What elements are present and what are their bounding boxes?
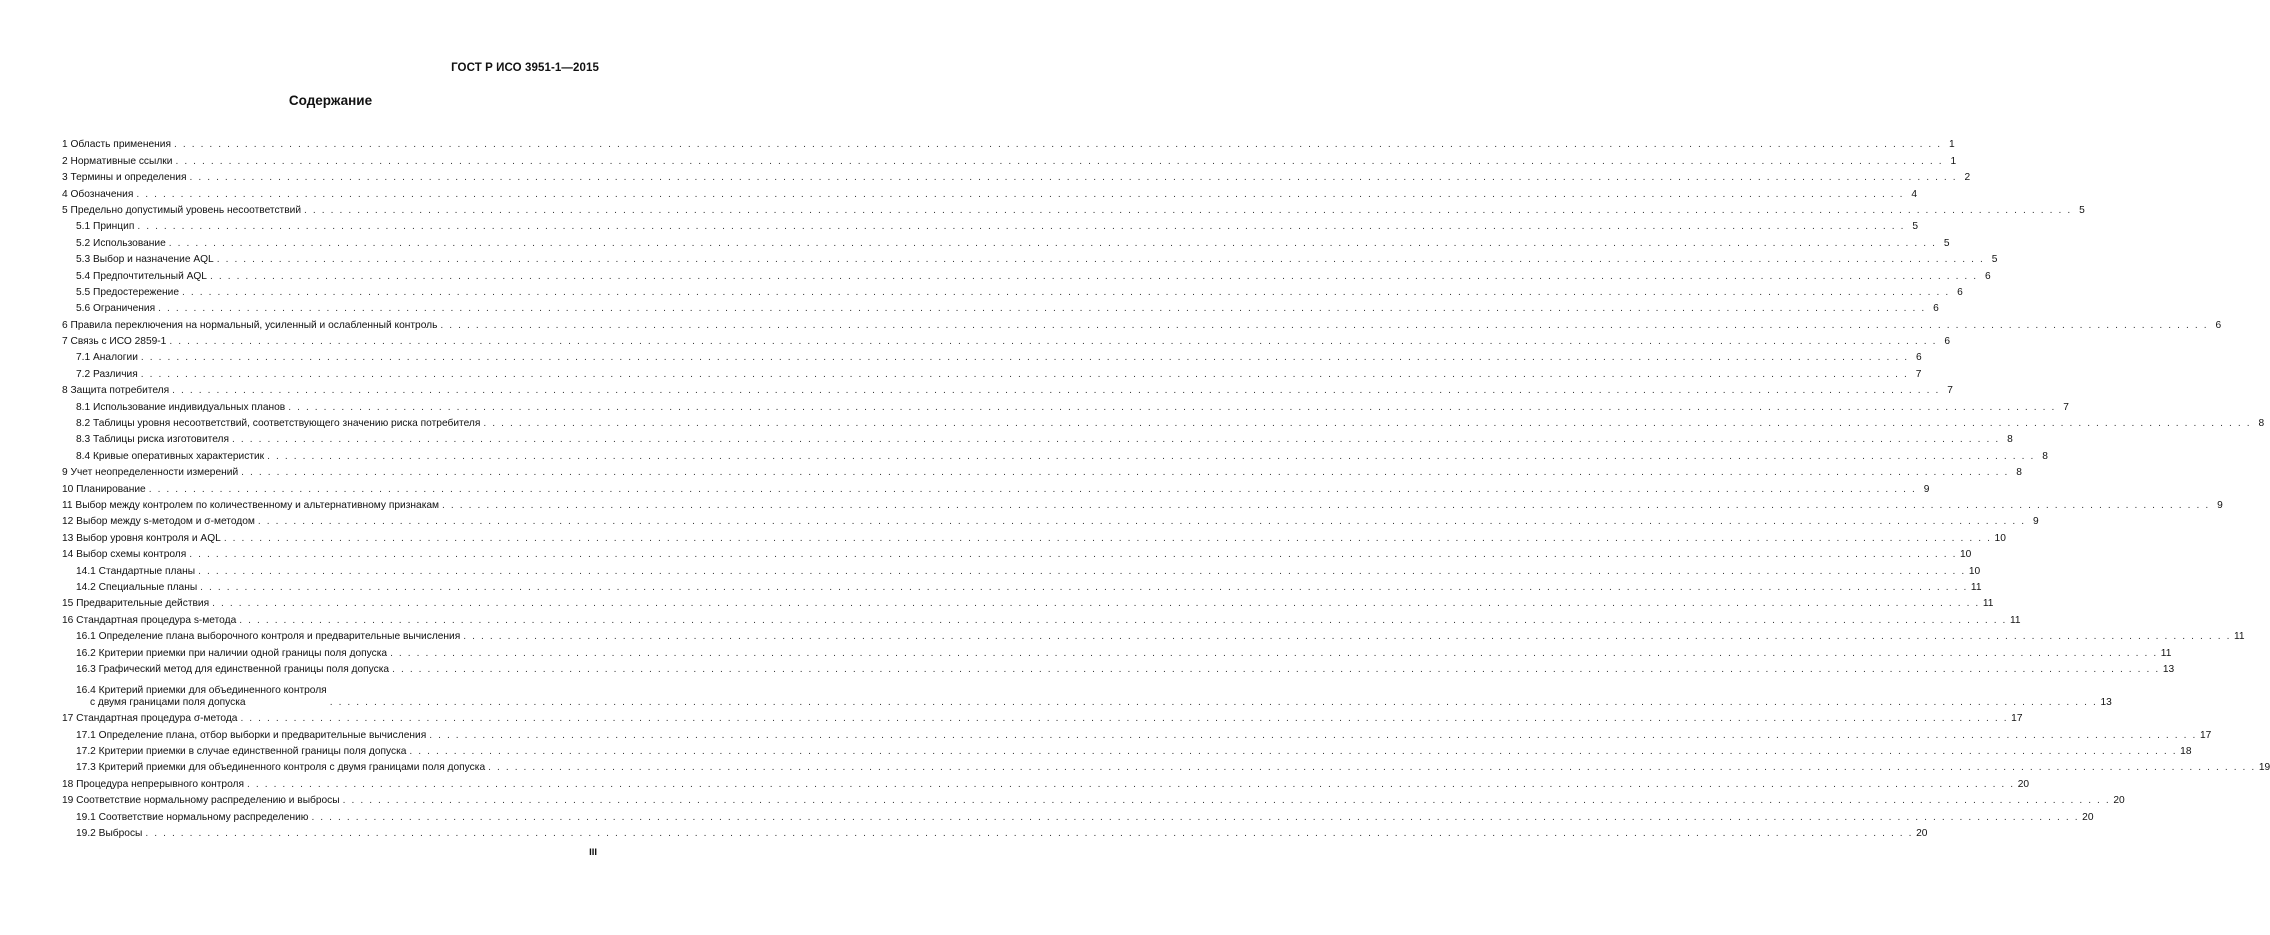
toc-leader-dots: . . . . . . . . . . . . . . . . . . . . . . . . . . . . . . . . . . . . . . . . . . . . . . . . . . . . . . . . . . . . . . . . . . . . . . . . . . . . . . . . . . . . . . . . . . . . . . . . . . . . . . . . . . . . . . . . . . . . . . . . . . . . . . . . . . . . . . . . . . . . . . . . . . . . . . . . . . . . . . . . . . . . . . . . . . . . . . . . . . . . . . . . . . . . . . . . . . . . . . . . <box>172 385 1940 397</box>
toc-entry-label <box>76 582 197 594</box>
toc-entry-label <box>62 795 340 807</box>
toc-entry-title: 4 Обозначения <box>62 188 134 200</box>
toc-entry-label <box>76 762 485 774</box>
toc-entry-title: 15 Предварительные действия <box>62 598 210 610</box>
toc-leader-dots: . . . . . . . . . . . . . . . . . . . . . . . . . . . . . . . . . . . . . . . . . . . . . . . . . . . . . . . . . . . . . . . . . . . . . . . . . . . . . . . . . . . . . . . . . . . . . . . . . . . . . . . . . . . . . . . . . . . . . . . . . . . . . . . . . . . . . . . . . . . . . . . . . . . . . . . . . . . . . . . . . . . . . . . . . . . . . . . . . . . . . . . . . . . . . . . . . . . . . . . . <box>209 270 1978 282</box>
toc-entry-label <box>62 172 186 184</box>
toc-entry-page: 20 <box>2017 778 2030 790</box>
toc-entry-page: 6 <box>1944 336 1951 348</box>
toc-entry-label <box>62 205 301 217</box>
toc-entry-title: 8.4 Кривые оперативных характеристик <box>76 450 265 462</box>
toc-entry[interactable] <box>62 168 1971 184</box>
toc-entry[interactable] <box>62 594 1994 610</box>
toc-entry-page: 7 <box>1915 368 1922 380</box>
toc-entry-title: 19 Соответствие нормальному распределению и выбросы <box>62 795 340 807</box>
toc-entry-page: 11 <box>2234 631 2245 643</box>
toc-entry-title: 16.2 Критерии приемки при наличии одной границы поля допуска <box>76 647 388 659</box>
toc-entry-title: 5.3 Выбор и назначение AQL <box>76 254 214 266</box>
toc-entry[interactable] <box>62 348 1922 364</box>
toc-entry[interactable] <box>62 709 2023 725</box>
toc-entry-label <box>62 615 236 627</box>
toc-entry-title: 8.2 Таблицы уровня несоответствий, соответствующего значению риска потребителя <box>76 418 481 430</box>
toc-entry[interactable] <box>62 660 2175 676</box>
toc-entry-label <box>62 533 221 545</box>
table-of-contents <box>62 135 2270 840</box>
toc-entry-page: 5 <box>1943 237 1950 249</box>
toc-entry[interactable] <box>62 397 2069 413</box>
toc-entry-page: 1 <box>1949 139 1955 151</box>
toc-entry[interactable] <box>62 332 1951 348</box>
toc-entry[interactable] <box>62 545 1972 561</box>
toc-entry-title: 14.1 Стандартные планы <box>76 565 196 577</box>
toc-entry-label <box>76 648 387 660</box>
toc-leader-dots: . . . . . . . . . . . . . . . . . . . . . . . . . . . . . . . . . . . . . . . . . . . . . . . . . . . . . . . . . . . . . . . . . . . . . . . . . . . . . . . . . . . . . . . . . . . . . . . . . . . . . . . . . . . . . . . . . . . . . . . . . . . . . . . . . . . . . . . . . . . . . . . . . . . . . . . . . . . . . . . . . . . . . . . . . . . . . . . . . . . . . . . . . . . . . . . . . . . . . . . . <box>173 139 1942 151</box>
toc-leader-dots: . . . . . . . . . . . . . . . . . . . . . . . . . . . . . . . . . . . . . . . . . . . . . . . . . . . . . . . . . . . . . . . . . . . . . . . . . . . . . . . . . . . . . . . . . . . . . . . . . . . . . . . . . . . . . . . . . . . . . . . . . . . . . . . . . . . . . . . . . . . . . . . . . . . . . . . . . . . . . . . . . . . . . . . . . . . . . . . . . . . . . . . . . . . . . . . . . . . . . . . . <box>169 336 1938 348</box>
toc-leader-dots: . . . . . . . . . . . . . . . . . . . . . . . . . . . . . . . . . . . . . . . . . . . . . . . . . . . . . . . . . . . . . . . . . . . . . . . . . . . . . . . . . . . . . . . . . . . . . . . . . . . . . . . . . . . . . . . . . . . . . . . . . . . . . . . . . . . . . . . . . . . . . . . . . . . . . . . . . . . . . . . . . . . . . . . . . . . . . . . . . . . . . . . . . . . . . . . . . . . . . . . . <box>257 516 2026 528</box>
toc-entry[interactable] <box>62 824 1928 840</box>
toc-entry[interactable] <box>62 151 1957 167</box>
page-number: III <box>589 847 597 858</box>
toc-entry-title: 5.5 Предостережение <box>76 286 180 298</box>
toc-entry-label <box>76 812 308 824</box>
toc-entry-page: 7 <box>1947 385 1953 397</box>
toc-entry-page: 20 <box>1916 828 1928 840</box>
toc-entry-title: 16 Стандартная процедура s-метода <box>62 614 237 626</box>
toc-leader-dots: . . . . . . . . . . . . . . . . . . . . . . . . . . . . . . . . . . . . . . . . . . . . . . . . . . . . . . . . . . . . . . . . . . . . . . . . . . . . . . . . . . . . . . . . . . . . . . . . . . . . . . . . . . . . . . . . . . . . . . . . . . . . . . . . . . . . . . . . . . . . . . . . . . . . . . . . . . . . . . . . . . . . . . . . . . . . . . . . . . . . . . . . . . . . . . . . . . . . . . . . <box>311 811 2080 823</box>
toc-entry[interactable] <box>62 250 1998 266</box>
toc-entry-page: 20 <box>2113 795 2125 807</box>
toc-leader-dots: . . . . . . . . . . . . . . . . . . . . . . . . . . . . . . . . . . . . . . . . . . . . . . . . . . . . . . . . . . . . . . . . . . . . . . . . . . . . . . . . . . . . . . . . . . . . . . . . . . . . . . . . . . . . . . . . . . . . . . . . . . . . . . . . . . . . . . . . . . . . . . . . . . . . . . . . . . . . . . . . . . . . . . . . . . . . . . . . . . . . . . . . . . . . . . . . . . . . . . . . <box>463 631 2231 643</box>
toc-entry-page: 5 <box>2079 204 2085 216</box>
toc-leader-dots: . . . . . . . . . . . . . . . . . . . . . . . . . . . . . . . . . . . . . . . . . . . . . . . . . . . . . . . . . . . . . . . . . . . . . . . . . . . . . . . . . . . . . . . . . . . . . . . . . . . . . . . . . . . . . . . . . . . . . . . . . . . . . . . . . . . . . . . . . . . . . . . . . . . . . . . . . . . . . . . . . . . . . . . . . . . . . . . . . . . . . . . . . . . . . . . . . . . . . . . . <box>137 221 1906 233</box>
toc-entry-page: 11 <box>2160 647 2172 659</box>
toc-entry[interactable] <box>62 479 1930 495</box>
toc-entry-page: 17 <box>2199 729 2212 741</box>
toc-leader-dots: . . . . . . . . . . . . . . . . . . . . . . . . . . . . . . . . . . . . . . . . . . . . . . . . . . . . . . . . . . . . . . . . . . . . . . . . . . . . . . . . . . . . . . . . . . . . . . . . . . . . . . . . . . . . . . . . . . . . . . . . . . . . . . . . . . . . . . . . . . . . . . . . . . . . . . . . . . . . . . . . . . . . . . . . . . . . . . . . . . . . . . . . . . . . . . . . . . . . . . . . <box>140 368 1909 380</box>
toc-entry-page: 10 <box>1994 532 2006 544</box>
toc-entry[interactable] <box>62 807 2094 823</box>
toc-leader-dots: . . . . . . . . . . . . . . . . . . . . . . . . . . . . . . . . . . . . . . . . . . . . . . . . . . . . . . . . . . . . . . . . . . . . . . . . . . . . . . . . . . . . . . . . . . . . . . . . . . . . . . . . . . . . . . . . . . . . . . . . . . . . . . . . . . . . . . . . . . . . . . . . . . . . . . . . . . . . . . . . . . . . . . . . . . . . . . . . . . . . . . . . . . . . . . . . . . . . . . . . <box>488 762 2256 774</box>
toc-entry[interactable] <box>62 528 2006 544</box>
toc-entry[interactable] <box>62 414 2265 430</box>
toc-entry-title: 19.2 Выбросы <box>76 828 143 840</box>
toc-entry[interactable] <box>62 774 2030 790</box>
toc-entry-label <box>76 685 327 709</box>
toc-leader-dots: . . . . . . . . . . . . . . . . . . . . . . . . . . . . . . . . . . . . . . . . . . . . . . . . . . . . . . . . . . . . . . . . . . . . . . . . . . . . . . . . . . . . . . . . . . . . . . . . . . . . . . . . . . . . . . . . . . . . . . . . . . . . . . . . . . . . . . . . . . . . . . . . . . . . . . . . . . . . . . . . . . . . . . . . . . . . . . . . . . . . . . . . . . . . . . . . . . . . . . . . <box>189 549 1958 561</box>
toc-entry-title: 16.3 Графический метод для единственной границы поля допуска <box>76 663 390 675</box>
toc-leader-dots: . . . . . . . . . . . . . . . . . . . . . . . . . . . . . . . . . . . . . . . . . . . . . . . . . . . . . . . . . . . . . . . . . . . . . . . . . . . . . . . . . . . . . . . . . . . . . . . . . . . . . . . . . . . . . . . . . . . . . . . . . . . . . . . . . . . . . . . . . . . . . . . . . . . . . . . . . . . . . . . . . . . . . . . . . . . . . . . . . . . . . . . . . . . . . . . . . . . . . . . . <box>288 401 2056 413</box>
toc-entry-label <box>62 139 171 151</box>
toc-entry-page: 2 <box>1964 172 1971 184</box>
toc-leader-dots: . . . . . . . . . . . . . . . . . . . . . . . . . . . . . . . . . . . . . . . . . . . . . . . . . . . . . . . . . . . . . . . . . . . . . . . . . . . . . . . . . . . . . . . . . . . . . . . . . . . . . . . . . . . . . . . . . . . . . . . . . . . . . . . . . . . . . . . . . . . . . . . . . . . . . . . . . . . . . . . . . . . . . . . . . . . . . . . . . . . . . . . . . . . . . . . . . . . . . . . . <box>429 729 2197 741</box>
toc-entry-title: 18 Процедура непрерывного контроля <box>62 778 244 790</box>
toc-entry[interactable] <box>62 217 1919 233</box>
toc-entry-label <box>62 320 437 332</box>
toc-entry-title: 5.6 Ограничения <box>76 303 156 315</box>
toc-entry-page: 9 <box>1923 483 1930 495</box>
toc-entry-label <box>76 254 214 266</box>
toc-entry[interactable] <box>62 578 1982 594</box>
toc-entry[interactable] <box>62 184 1918 200</box>
toc-entry-label <box>76 402 285 414</box>
toc-entry-title: 5.4 Предпочтительный AQL <box>76 270 207 282</box>
toc-entry[interactable] <box>62 381 1953 397</box>
toc-entry[interactable] <box>62 315 2222 331</box>
toc-entry-title: 14.2 Специальные планы <box>76 581 198 593</box>
toc-entry-label <box>62 779 244 791</box>
toc-entry-page: 13 <box>2100 696 2112 708</box>
toc-entry[interactable] <box>62 496 2223 512</box>
toc-entry-page: 9 <box>2032 516 2039 528</box>
toc-entry-label <box>76 221 134 233</box>
toc-entry[interactable] <box>62 627 2245 643</box>
toc-entry-label <box>62 484 146 496</box>
toc-entry-page: 11 <box>1970 581 1982 593</box>
toc-entry-page: 8 <box>2258 418 2265 430</box>
toc-entry-page: 11 <box>1982 598 1994 610</box>
toc-leader-dots: . . . . . . . . . . . . . . . . . . . . . . . . . . . . . . . . . . . . . . . . . . . . . . . . . . . . . . . . . . . . . . . . . . . . . . . . . . . . . . . . . . . . . . . . . . . . . . . . . . . . . . . . . . . . . . . . . . . . . . . . . . . . . . . . . . . . . . . . . . . . . . . . . . . . . . . . . . . . . . . . . . . . . . . . . . . . . . . . . . . . . . . . . . . . . . . . . . . . . . . . <box>241 467 2009 479</box>
toc-entry-title-continued: с двумя границами поля допуска <box>90 696 246 708</box>
toc-entry-page: 18 <box>2180 746 2192 758</box>
toc-entry-title: 14 Выбор схемы контроля <box>62 549 187 561</box>
toc-entry-label <box>76 352 138 364</box>
toc-entry-label <box>62 385 169 397</box>
toc-entry-page: 7 <box>2063 401 2069 413</box>
toc-entry-title: 5.1 Принцип <box>76 221 135 233</box>
toc-entry-page: 19 <box>2258 762 2270 774</box>
toc-entry-page: 5 <box>1991 254 1998 266</box>
toc-leader-dots: . . . . . . . . . . . . . . . . . . . . . . . . . . . . . . . . . . . . . . . . . . . . . . . . . . . . . . . . . . . . . . . . . . . . . . . . . . . . . . . . . . . . . . . . . . . . . . . . . . . . . . . . . . . . . . . . . . . . . . . . . . . . . . . . . . . . . . . . . . . . . . . . . . . . . . . . . . . . . . . . . . . . . . . . . . . . . . . . . . . . . . . . . . . . . . . . . . . . . . . . <box>390 647 2158 659</box>
toc-entry-title: 17.2 Критерии приемки в случае единственной границы поля допуска <box>76 746 407 758</box>
toc-entry-title: 10 Планирование <box>62 483 146 495</box>
toc-entry-label <box>76 287 179 299</box>
toc-entry-title: 8 Защита потребителя <box>62 385 170 397</box>
toc-entry[interactable] <box>62 299 1939 315</box>
toc-entry-label <box>76 271 207 283</box>
toc-entry-label <box>76 238 166 250</box>
toc-leader-dots: . . . . . . . . . . . . . . . . . . . . . . . . . . . . . . . . . . . . . . . . . . . . . . . . . . . . . . . . . . . . . . . . . . . . . . . . . . . . . . . . . . . . . . . . . . . . . . . . . . . . . . . . . . . . . . . . . . . . . . . . . . . . . . . . . . . . . . . . . . . . . . . . . . . . . . . . . . . . . . . . . . . . . . . . . . . . . . . . . . . . . . . . . . . . . . . . . . . . . . . . <box>189 172 1958 184</box>
toc-leader-dots: . . . . . . . . . . . . . . . . . . . . . . . . . . . . . . . . . . . . . . . . . . . . . . . . . . . . . . . . . . . . . . . . . . . . . . . . . . . . . . . . . . . . . . . . . . . . . . . . . . . . . . . . . . . . . . . . . . . . . . . . . . . . . . . . . . . . . . . . . . . . . . . . . . . . . . . . . . . . . . . . . . . . . . . . . . . . . . . . . . . . . . . . . . . . . . . . . . . . . . . . <box>329 696 2098 708</box>
toc-entry-title: 1 Область применения <box>62 139 171 151</box>
toc-entry-title: 11 Выбор между контролем по количественному и альтернативному признакам <box>62 499 440 511</box>
toc-entry[interactable] <box>62 758 2270 774</box>
toc-leader-dots: . . . . . . . . . . . . . . . . . . . . . . . . . . . . . . . . . . . . . . . . . . . . . . . . . . . . . . . . . . . . . . . . . . . . . . . . . . . . . . . . . . . . . . . . . . . . . . . . . . . . . . . . . . . . . . . . . . . . . . . . . . . . . . . . . . . . . . . . . . . . . . . . . . . . . . . . . . . . . . . . . . . . . . . . . . . . . . . . . . . . . . . . . . . . . . . . . . . . . . . . <box>232 434 2000 446</box>
toc-entry-title: 8.3 Таблицы риска изготовителя <box>76 434 230 446</box>
toc-entry[interactable] <box>62 610 2021 626</box>
toc-entry-label <box>76 746 406 758</box>
toc-leader-dots: . . . . . . . . . . . . . . . . . . . . . . . . . . . . . . . . . . . . . . . . . . . . . . . . . . . . . . . . . . . . . . . . . . . . . . . . . . . . . . . . . . . . . . . . . . . . . . . . . . . . . . . . . . . . . . . . . . . . . . . . . . . . . . . . . . . . . . . . . . . . . . . . . . . . . . . . . . . . . . . . . . . . . . . . . . . . . . . . . . . . . . . . . . . . . . . . . . . . . . . . <box>304 204 2072 216</box>
toc-entry-page: 13 <box>2162 663 2175 675</box>
toc-entry[interactable] <box>62 283 1963 299</box>
toc-entry-title: 17 Стандартная процедура σ-метода <box>62 713 238 725</box>
toc-entry[interactable] <box>62 742 2192 758</box>
toc-leader-dots: . . . . . . . . . . . . . . . . . . . . . . . . . . . . . . . . . . . . . . . . . . . . . . . . . . . . . . . . . . . . . . . . . . . . . . . . . . . . . . . . . . . . . . . . . . . . . . . . . . . . . . . . . . . . . . . . . . . . . . . . . . . . . . . . . . . . . . . . . . . . . . . . . . . . . . . . . . . . . . . . . . . . . . . . . . . . . . . . . . . . . . . . . . . . . . . . . . . . . . . . <box>136 188 1905 200</box>
toc-entry-title: 7.1 Аналогии <box>76 352 138 364</box>
toc-entry-title: 7.2 Различия <box>76 368 138 380</box>
toc-entry-label <box>76 566 195 578</box>
toc-entry-title: 3 Термины и определения <box>62 172 187 184</box>
toc-entry-label <box>76 303 155 315</box>
toc-entry-title: 16.4 Критерий приемки для объединенного контроля <box>76 684 327 696</box>
toc-entry[interactable] <box>62 643 2172 659</box>
toc-entry-title: 16.1 Определение плана выборочного контроля и предварительные вычисления <box>76 631 461 643</box>
toc-entry-page: 9 <box>2217 499 2223 511</box>
toc-entry-page: 6 <box>1985 270 1991 282</box>
toc-leader-dots: . . . . . . . . . . . . . . . . . . . . . . . . . . . . . . . . . . . . . . . . . . . . . . . . . . . . . . . . . . . . . . . . . . . . . . . . . . . . . . . . . . . . . . . . . . . . . . . . . . . . . . . . . . . . . . . . . . . . . . . . . . . . . . . . . . . . . . . . . . . . . . . . . . . . . . . . . . . . . . . . . . . . . . . . . . . . . . . . . . . . . . . . . . . . . . . . . . . . . . . . <box>342 795 2111 807</box>
toc-entry-title: 19.1 Соответствие нормальному распределению <box>76 811 309 823</box>
toc-entry-page: 6 <box>1933 303 1939 315</box>
toc-entry[interactable] <box>62 791 2125 807</box>
toc-entry-label <box>62 713 237 725</box>
toc-entry-title: 5 Предельно допустимый уровень несоответствий <box>62 204 302 216</box>
page-title: Содержание <box>288 93 373 108</box>
toc-entry[interactable] <box>62 201 2085 217</box>
toc-entry[interactable] <box>62 233 1950 249</box>
toc-entry-page: 8 <box>2016 467 2022 479</box>
document-standard-number: ГОСТ Р ИСО 3951-1—2015 <box>451 62 599 74</box>
toc-entry-page: 10 <box>1960 549 1972 561</box>
toc-leader-dots: . . . . . . . . . . . . . . . . . . . . . . . . . . . . . . . . . . . . . . . . . . . . . . . . . . . . . . . . . . . . . . . . . . . . . . . . . . . . . . . . . . . . . . . . . . . . . . . . . . . . . . . . . . . . . . . . . . . . . . . . . . . . . . . . . . . . . . . . . . . . . . . . . . . . . . . . . . . . . . . . . . . . . . . . . . . . . . . . . . . . . . . . . . . . . . . . . . . . . . . . <box>140 352 1909 364</box>
toc-leader-dots: . . . . . . . . . . . . . . . . . . . . . . . . . . . . . . . . . . . . . . . . . . . . . . . . . . . . . . . . . . . . . . . . . . . . . . . . . . . . . . . . . . . . . . . . . . . . . . . . . . . . . . . . . . . . . . . . . . . . . . . . . . . . . . . . . . . . . . . . . . . . . . . . . . . . . . . . . . . . . . . . . . . . . . . . . . . . . . . . . . . . . . . . . . . . . . . . . . . . . . . . <box>200 581 1968 593</box>
toc-entry-page: 20 <box>2082 811 2094 823</box>
toc-entry-page: 6 <box>1915 352 1922 364</box>
toc-entry[interactable] <box>62 512 2039 528</box>
toc-entry[interactable] <box>62 430 2013 446</box>
toc-leader-dots: . . . . . . . . . . . . . . . . . . . . . . . . . . . . . . . . . . . . . . . . . . . . . . . . . . . . . . . . . . . . . . . . . . . . . . . . . . . . . . . . . . . . . . . . . . . . . . . . . . . . . . . . . . . . . . . . . . . . . . . . . . . . . . . . . . . . . . . . . . . . . . . . . . . . . . . . . . . . . . . . . . . . . . . . . . . . . . . . . . . . . . . . . . . . . . . . . . . . . . . . <box>267 450 2035 462</box>
toc-entry-title: 13 Выбор уровня контроля и AQL <box>62 532 221 544</box>
toc-leader-dots: . . . . . . . . . . . . . . . . . . . . . . . . . . . . . . . . . . . . . . . . . . . . . . . . . . . . . . . . . . . . . . . . . . . . . . . . . . . . . . . . . . . . . . . . . . . . . . . . . . . . . . . . . . . . . . . . . . . . . . . . . . . . . . . . . . . . . . . . . . . . . . . . . . . . . . . . . . . . . . . . . . . . . . . . . . . . . . . . . . . . . . . . . . . . . . . . . . . . . . . . <box>145 828 1914 840</box>
toc-entry-page: 10 <box>1968 565 1981 577</box>
toc-entry-label <box>62 189 133 201</box>
toc-leader-dots: . . . . . . . . . . . . . . . . . . . . . . . . . . . . . . . . . . . . . . . . . . . . . . . . . . . . . . . . . . . . . . . . . . . . . . . . . . . . . . . . . . . . . . . . . . . . . . . . . . . . . . . . . . . . . . . . . . . . . . . . . . . . . . . . . . . . . . . . . . . . . . . . . . . . . . . . . . . . . . . . . . . . . . . . . . . . . . . . . . . . . . . . . . . . . . . . . . . . . . . . <box>240 713 2009 725</box>
toc-entry[interactable] <box>62 266 1991 282</box>
toc-entry-title: 12 Выбор между s-методом и σ-методом <box>62 516 255 528</box>
toc-entry-page: 6 <box>2215 319 2222 331</box>
toc-entry-page: 8 <box>2007 434 2013 446</box>
toc-entry[interactable] <box>62 135 1955 151</box>
toc-entry[interactable] <box>62 676 2112 709</box>
toc-leader-dots: . . . . . . . . . . . . . . . . . . . . . . . . . . . . . . . . . . . . . . . . . . . . . . . . . . . . . . . . . . . . . . . . . . . . . . . . . . . . . . . . . . . . . . . . . . . . . . . . . . . . . . . . . . . . . . . . . . . . . . . . . . . . . . . . . . . . . . . . . . . . . . . . . . . . . . . . . . . . . . . . . . . . . . . . . . . . . . . . . . . . . . . . . . . . . . . . . . . . . . . . <box>409 746 2178 758</box>
toc-entry-page: 1 <box>1950 155 1957 167</box>
toc-entry[interactable] <box>62 725 2212 741</box>
toc-entry-page: 11 <box>2009 614 2021 626</box>
toc-leader-dots: . . . . . . . . . . . . . . . . . . . . . . . . . . . . . . . . . . . . . . . . . . . . . . . . . . . . . . . . . . . . . . . . . . . . . . . . . . . . . . . . . . . . . . . . . . . . . . . . . . . . . . . . . . . . . . . . . . . . . . . . . . . . . . . . . . . . . . . . . . . . . . . . . . . . . . . . . . . . . . . . . . . . . . . . . . . . . . . . . . . . . . . . . . . . . . . . . . . . . . . . <box>392 663 2160 675</box>
toc-entry-title: 17.1 Определение плана, отбор выборки и предварительные вычисления <box>76 729 427 741</box>
toc-leader-dots: . . . . . . . . . . . . . . . . . . . . . . . . . . . . . . . . . . . . . . . . . . . . . . . . . . . . . . . . . . . . . . . . . . . . . . . . . . . . . . . . . . . . . . . . . . . . . . . . . . . . . . . . . . . . . . . . . . . . . . . . . . . . . . . . . . . . . . . . . . . . . . . . . . . . . . . . . . . . . . . . . . . . . . . . . . . . . . . . . . . . . . . . . . . . . . . . . . . . . . . . <box>182 286 1950 298</box>
toc-entry-label <box>76 730 426 742</box>
toc-entry-label <box>62 598 209 610</box>
toc-leader-dots: . . . . . . . . . . . . . . . . . . . . . . . . . . . . . . . . . . . . . . . . . . . . . . . . . . . . . . . . . . . . . . . . . . . . . . . . . . . . . . . . . . . . . . . . . . . . . . . . . . . . . . . . . . . . . . . . . . . . . . . . . . . . . . . . . . . . . . . . . . . . . . . . . . . . . . . . . . . . . . . . . . . . . . . . . . . . . . . . . . . . . . . . . . . . . . . . . . . . . . . . <box>440 319 2209 331</box>
toc-leader-dots: . . . . . . . . . . . . . . . . . . . . . . . . . . . . . . . . . . . . . . . . . . . . . . . . . . . . . . . . . . . . . . . . . . . . . . . . . . . . . . . . . . . . . . . . . . . . . . . . . . . . . . . . . . . . . . . . . . . . . . . . . . . . . . . . . . . . . . . . . . . . . . . . . . . . . . . . . . . . . . . . . . . . . . . . . . . . . . . . . . . . . . . . . . . . . . . . . . . . . . . . <box>198 565 1966 577</box>
toc-leader-dots: . . . . . . . . . . . . . . . . . . . . . . . . . . . . . . . . . . . . . . . . . . . . . . . . . . . . . . . . . . . . . . . . . . . . . . . . . . . . . . . . . . . . . . . . . . . . . . . . . . . . . . . . . . . . . . . . . . . . . . . . . . . . . . . . . . . . . . . . . . . . . . . . . . . . . . . . . . . . . . . . . . . . . . . . . . . . . . . . . . . . . . . . . . . . . . . . . . . . . . . . <box>442 499 2210 511</box>
toc-entry-label <box>76 664 389 676</box>
toc-entry-page: 4 <box>1911 188 1918 200</box>
toc-entry-label <box>62 156 172 168</box>
toc-entry-label <box>76 418 480 430</box>
toc-entry-title: 8.1 Использование индивидуальных планов <box>76 401 286 413</box>
toc-entry-page: 5 <box>1912 221 1919 233</box>
toc-entry[interactable] <box>62 561 1981 577</box>
toc-entry-label <box>62 549 186 561</box>
toc-entry-page: 6 <box>1957 286 1963 298</box>
toc-entry-label <box>76 828 142 840</box>
toc-leader-dots: . . . . . . . . . . . . . . . . . . . . . . . . . . . . . . . . . . . . . . . . . . . . . . . . . . . . . . . . . . . . . . . . . . . . . . . . . . . . . . . . . . . . . . . . . . . . . . . . . . . . . . . . . . . . . . . . . . . . . . . . . . . . . . . . . . . . . . . . . . . . . . . . . . . . . . . . . . . . . . . . . . . . . . . . . . . . . . . . . . . . . . . . . . . . . . . . . . . . . . . . <box>223 532 1992 544</box>
toc-entry-label <box>76 434 229 446</box>
toc-entry-label <box>62 467 238 479</box>
toc-entry-label <box>76 451 264 463</box>
toc-entry-title: 5.2 Использование <box>76 237 166 249</box>
toc-leader-dots: . . . . . . . . . . . . . . . . . . . . . . . . . . . . . . . . . . . . . . . . . . . . . . . . . . . . . . . . . . . . . . . . . . . . . . . . . . . . . . . . . . . . . . . . . . . . . . . . . . . . . . . . . . . . . . . . . . . . . . . . . . . . . . . . . . . . . . . . . . . . . . . . . . . . . . . . . . . . . . . . . . . . . . . . . . . . . . . . . . . . . . . . . . . . . . . . . . . . . . . . <box>158 303 1926 315</box>
toc-entry-page: 17 <box>2011 713 2023 725</box>
toc-leader-dots: . . . . . . . . . . . . . . . . . . . . . . . . . . . . . . . . . . . . . . . . . . . . . . . . . . . . . . . . . . . . . . . . . . . . . . . . . . . . . . . . . . . . . . . . . . . . . . . . . . . . . . . . . . . . . . . . . . . . . . . . . . . . . . . . . . . . . . . . . . . . . . . . . . . . . . . . . . . . . . . . . . . . . . . . . . . . . . . . . . . . . . . . . . . . . . . . . . . . . . . . <box>175 155 1944 167</box>
toc-entry-title: 9 Учет неопределенности измерений <box>62 467 239 479</box>
toc-entry[interactable] <box>62 364 1922 380</box>
toc-entry-page: 8 <box>2042 450 2048 462</box>
toc-leader-dots: . . . . . . . . . . . . . . . . . . . . . . . . . . . . . . . . . . . . . . . . . . . . . . . . . . . . . . . . . . . . . . . . . . . . . . . . . . . . . . . . . . . . . . . . . . . . . . . . . . . . . . . . . . . . . . . . . . . . . . . . . . . . . . . . . . . . . . . . . . . . . . . . . . . . . . . . . . . . . . . . . . . . . . . . . . . . . . . . . . . . . . . . . . . . . . . . . . . . . . . . <box>216 254 1985 266</box>
toc-leader-dots: . . . . . . . . . . . . . . . . . . . . . . . . . . . . . . . . . . . . . . . . . . . . . . . . . . . . . . . . . . . . . . . . . . . . . . . . . . . . . . . . . . . . . . . . . . . . . . . . . . . . . . . . . . . . . . . . . . . . . . . . . . . . . . . . . . . . . . . . . . . . . . . . . . . . . . . . . . . . . . . . . . . . . . . . . . . . . . . . . . . . . . . . . . . . . . . . . . . . . . . . <box>239 614 2007 626</box>
toc-entry-title: 2 Нормативные ссылки <box>62 155 173 167</box>
toc-entry[interactable] <box>62 446 2048 462</box>
toc-leader-dots: . . . . . . . . . . . . . . . . . . . . . . . . . . . . . . . . . . . . . . . . . . . . . . . . . . . . . . . . . . . . . . . . . . . . . . . . . . . . . . . . . . . . . . . . . . . . . . . . . . . . . . . . . . . . . . . . . . . . . . . . . . . . . . . . . . . . . . . . . . . . . . . . . . . . . . . . . . . . . . . . . . . . . . . . . . . . . . . . . . . . . . . . . . . . . . . . . . . . . . . . <box>246 778 2015 790</box>
toc-entry-label <box>62 516 255 528</box>
toc-entry-label <box>62 336 166 348</box>
toc-entry-label <box>62 500 439 512</box>
toc-entry[interactable] <box>62 463 2022 479</box>
toc-entry-label <box>76 369 138 381</box>
toc-entry-title: 6 Правила переключения на нормальный, усиленный и ослабленный контроль <box>62 319 438 331</box>
toc-entry-title: 17.3 Критерий приемки для объединенного контроля с двумя границами поля допуска <box>76 762 486 774</box>
toc-entry-title: 7 Связь с ИСО 2859-1 <box>62 336 167 348</box>
toc-leader-dots: . . . . . . . . . . . . . . . . . . . . . . . . . . . . . . . . . . . . . . . . . . . . . . . . . . . . . . . . . . . . . . . . . . . . . . . . . . . . . . . . . . . . . . . . . . . . . . . . . . . . . . . . . . . . . . . . . . . . . . . . . . . . . . . . . . . . . . . . . . . . . . . . . . . . . . . . . . . . . . . . . . . . . . . . . . . . . . . . . . . . . . . . . . . . . . . . . . . . . . . . <box>212 598 1980 610</box>
toc-entry-label <box>76 631 460 643</box>
toc-leader-dots: . . . . . . . . . . . . . . . . . . . . . . . . . . . . . . . . . . . . . . . . . . . . . . . . . . . . . . . . . . . . . . . . . . . . . . . . . . . . . . . . . . . . . . . . . . . . . . . . . . . . . . . . . . . . . . . . . . . . . . . . . . . . . . . . . . . . . . . . . . . . . . . . . . . . . . . . . . . . . . . . . . . . . . . . . . . . . . . . . . . . . . . . . . . . . . . . . . . . . . . . <box>148 483 1917 495</box>
toc-leader-dots: . . . . . . . . . . . . . . . . . . . . . . . . . . . . . . . . . . . . . . . . . . . . . . . . . . . . . . . . . . . . . . . . . . . . . . . . . . . . . . . . . . . . . . . . . . . . . . . . . . . . . . . . . . . . . . . . . . . . . . . . . . . . . . . . . . . . . . . . . . . . . . . . . . . . . . . . . . . . . . . . . . . . . . . . . . . . . . . . . . . . . . . . . . . . . . . . . . . . . . . . <box>483 418 2252 430</box>
toc-leader-dots: . . . . . . . . . . . . . . . . . . . . . . . . . . . . . . . . . . . . . . . . . . . . . . . . . . . . . . . . . . . . . . . . . . . . . . . . . . . . . . . . . . . . . . . . . . . . . . . . . . . . . . . . . . . . . . . . . . . . . . . . . . . . . . . . . . . . . . . . . . . . . . . . . . . . . . . . . . . . . . . . . . . . . . . . . . . . . . . . . . . . . . . . . . . . . . . . . . . . . . . . <box>168 237 1937 249</box>
